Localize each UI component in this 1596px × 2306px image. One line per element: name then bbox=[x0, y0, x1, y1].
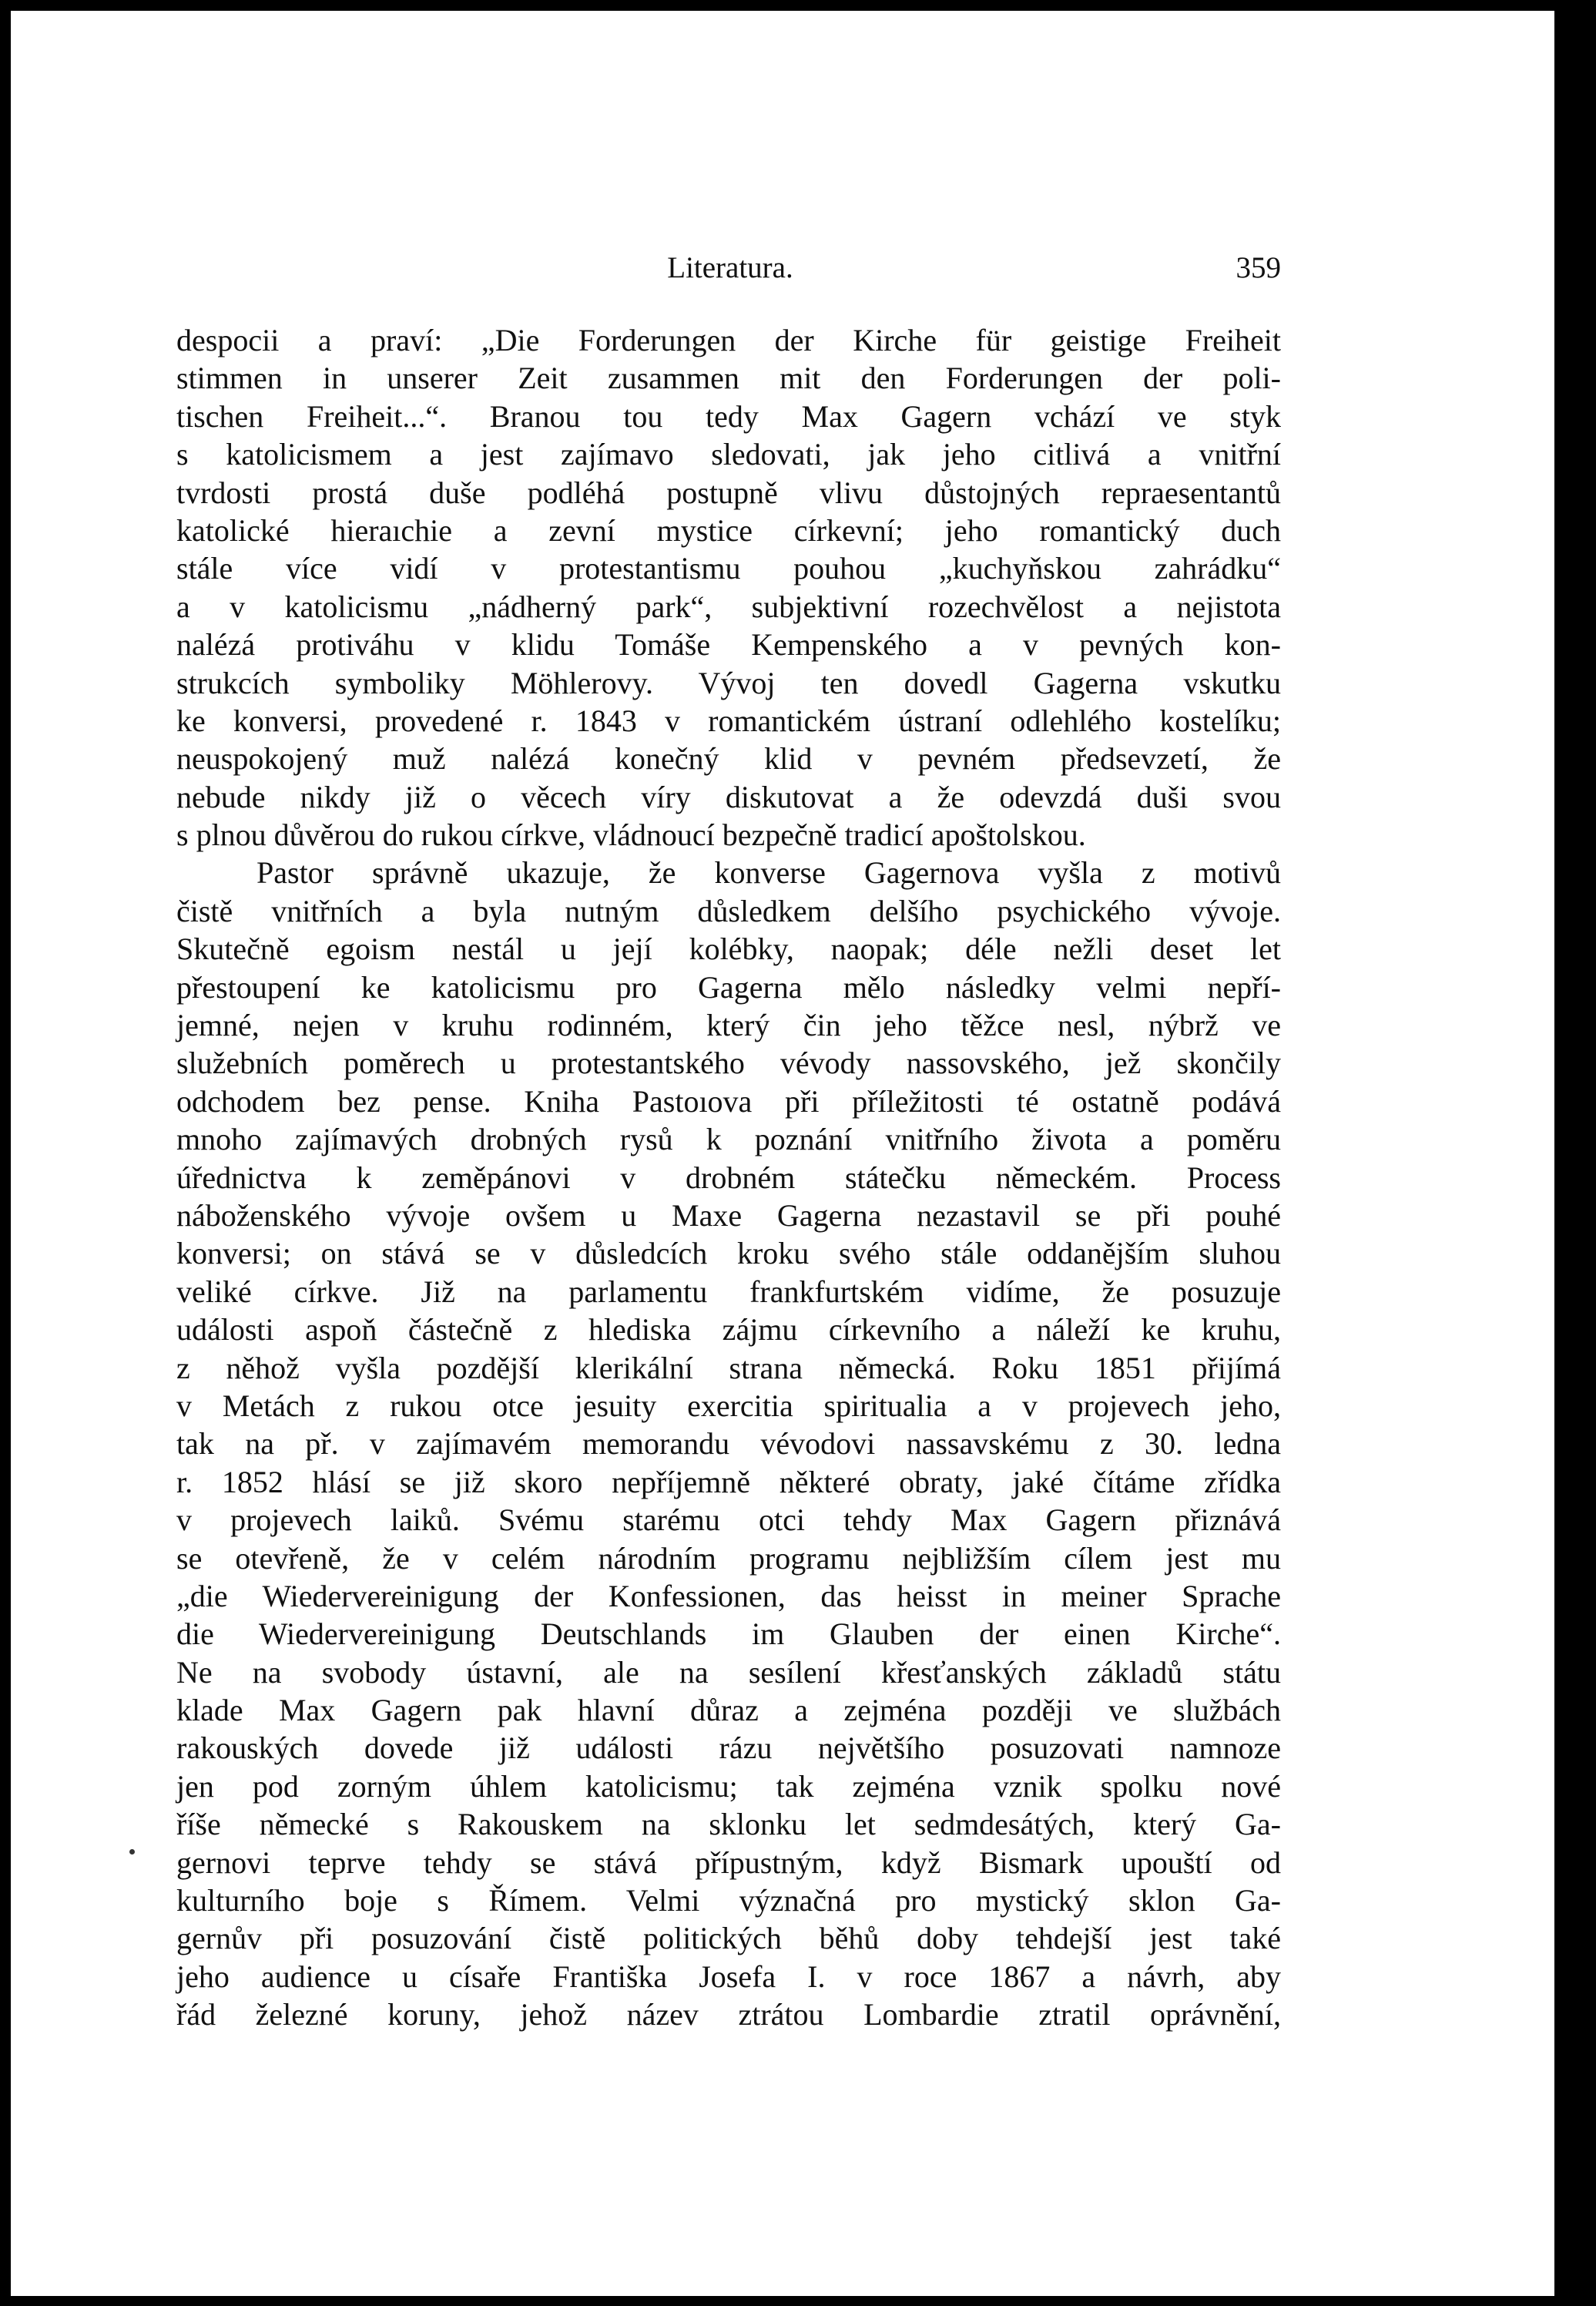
text-line: v projevech laiků. Svému starému otci tehdy Max Gagern přiznává bbox=[176, 1502, 1281, 1538]
text-line: s katolicismem a jest zajímavo sledovati, jak jeho citlivá a vnitřní bbox=[176, 437, 1281, 472]
text-line: konversi; on stává se v důsledcích kroku svého stále oddanějším sluhou bbox=[176, 1236, 1281, 1271]
text-line: Skutečně egoism nestál u její kolébky, naopak; déle nežli deset let bbox=[176, 931, 1281, 967]
text-line: gernovi teprve tehdy se stává přípustným, když Bismark upouští od bbox=[176, 1844, 1281, 1880]
text-line: úřednictva k zeměpánovi v drobném státečku německém. Process bbox=[176, 1160, 1281, 1195]
running-title: Literatura. bbox=[667, 251, 793, 284]
text-line: ke konversi, provedené r. 1843 v romantickém ústraní odlehlého kostelíku; bbox=[176, 703, 1281, 738]
margin-mark bbox=[129, 1849, 135, 1855]
text-line: náboženského vývoje ovšem u Maxe Gagerna nezastavil se při pouhé bbox=[176, 1197, 1281, 1233]
text-line: tak na př. v zajímavém memorandu vévodovi nassavskému z 30. ledna bbox=[176, 1426, 1281, 1462]
text-line: a v katolicismu „nádherný park“, subjektivní rozechvělost a nejistota bbox=[176, 589, 1281, 624]
text-line: veliké církve. Již na parlamentu frankfurtském vidíme, že posuzuje bbox=[176, 1274, 1281, 1309]
page-number: 359 bbox=[1236, 251, 1281, 284]
text-line: tischen Freiheit...“. Branou tou tedy Max Gagern vchází ve styk bbox=[176, 398, 1281, 434]
text-line: stále více vidí v protestantismu pouhou „kuchyňskou zahrádku“ bbox=[176, 551, 1281, 586]
page-header bbox=[179, 250, 1281, 289]
text-line: jemné, nejen v kruhu rodinném, který čin jeho těžce nesl, nýbrž ve bbox=[176, 1008, 1281, 1043]
text-line: odchodem bez pense. Kniha Pastoıova při příležitosti té ostatně podává bbox=[176, 1083, 1281, 1119]
text-line: události aspoň částečně z hlediska zájmu církevního a náleží ke kruhu, bbox=[176, 1312, 1281, 1348]
text-line: říše německé s Rakouskem na sklonku let sedmdesátých, který Ga- bbox=[176, 1807, 1281, 1842]
text-line: katolické hieraıchie a zevní mystice církevní; jeho romantický duch bbox=[176, 512, 1281, 548]
paragraph bbox=[176, 854, 1281, 2033]
text-line: se otevřeně, že v celém národním programu nejbližším cílem jest mu bbox=[176, 1540, 1281, 1576]
text-line: despocii a praví: „Die Forderungen der Kirche für geistige Freiheit bbox=[176, 323, 1281, 357]
text-line: „die Wiedervereinigung der Konfessionen, das heisst in meiner Sprache bbox=[176, 1578, 1281, 1613]
text-line: řád železné koruny, jehož název ztrátou Lombardie ztratil oprávnění, bbox=[176, 1997, 1281, 2032]
text-line: z něhož vyšla pozdější klerikální strana německá. Roku 1851 přijímá bbox=[176, 1350, 1281, 1385]
text-line: Pastor správně ukazuje, že konverse Gagernova vyšla z motivů bbox=[256, 855, 1281, 891]
text-line: s plnou důvěrou do rukou církve, vládnoucí bezpečně tradicí apoštolskou. bbox=[176, 817, 1086, 853]
body-text bbox=[176, 321, 1281, 2034]
text-line: v Metách z rukou otce jesuity exercitia spiritualia a v projevech jeho, bbox=[176, 1388, 1281, 1423]
text-line: jen pod zorným úhlem katolicismu; tak zejména vznik spolku nové bbox=[176, 1768, 1281, 1804]
text-line: nebude nikdy již o věcech víry diskutovat a že odevzdá duši svou bbox=[176, 779, 1281, 814]
text-line: strukcích symboliky Möhlerovy. Vývoj ten dovedl Gagerna vskutku bbox=[176, 665, 1281, 700]
paragraph bbox=[176, 321, 1281, 854]
text-line: jeho audience u císaře Františka Josefa I. v roce 1867 a návrh, aby bbox=[176, 1959, 1281, 1994]
text-line: stimmen in unserer Zeit zusammen mit den Forderungen der poli- bbox=[176, 361, 1281, 396]
text-line: přestoupení ke katolicismu pro Gagerna mělo následky velmi nepří- bbox=[176, 969, 1281, 1005]
text-line: čistě vnitřních a byla nutným důsledkem delšího psychického vývoje. bbox=[176, 893, 1281, 928]
text-line: mnoho zajímavých drobných rysů k poznání vnitřního života a poměru bbox=[176, 1122, 1281, 1157]
text-line: gernův při posuzování čistě politických běhů doby tehdejší jest také bbox=[176, 1921, 1281, 1956]
text-line: r. 1852 hlásí se již skoro nepříjemně některé obraty, jaké čítáme zřídka bbox=[176, 1464, 1281, 1499]
text-line: nalézá protiváhu v klidu Tomáše Kempenského a v pevných kon- bbox=[176, 627, 1281, 663]
text-line: neuspokojený muž nalézá konečný klid v pevném předsevzetí, že bbox=[176, 741, 1281, 777]
text-line: tvrdosti prostá duše podléhá postupně vlivu důstojných repraesentantů bbox=[176, 475, 1281, 510]
text-line: Ne na svobody ústavní, ale na sesílení křesťanských základů státu bbox=[176, 1654, 1281, 1690]
text-line: klade Max Gagern pak hlavní důraz a zejména později ve službách bbox=[176, 1693, 1281, 1728]
text-line: rakouských dovede již události rázu největšího posuzovati namnoze bbox=[176, 1730, 1281, 1766]
text-line: die Wiedervereinigung Deutschlands im Glauben der einen Kirche“. bbox=[176, 1616, 1281, 1652]
text-line: kulturního boje s Římem. Velmi význačná pro mystický sklon Ga- bbox=[176, 1883, 1281, 1918]
text-line: služebních poměrech u protestantského vévody nassovského, jež skončily bbox=[176, 1046, 1281, 1081]
